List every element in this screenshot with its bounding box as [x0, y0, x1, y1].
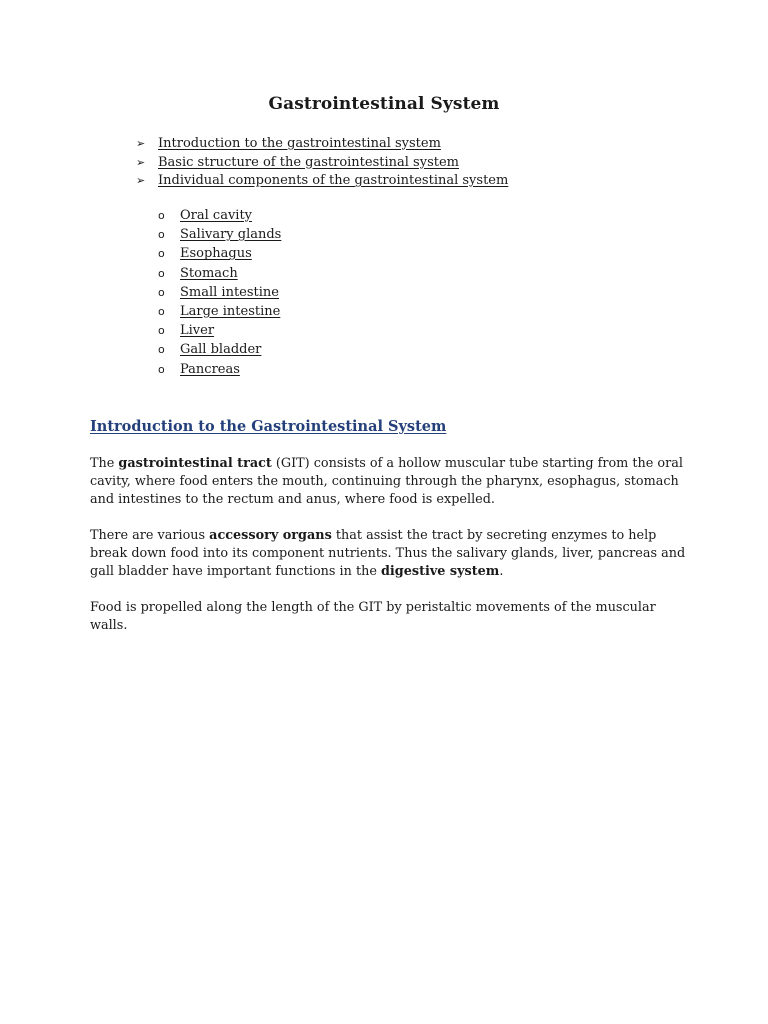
list-item: [158, 360, 281, 379]
list-item: [158, 283, 281, 302]
component-link-large-intestine[interactable]: Large intestine: [180, 303, 281, 319]
bold-term-gastrointestinal-tract: gastrointestinal tract: [118, 456, 272, 471]
bold-term-accessory-organs: accessory organs: [209, 528, 332, 543]
list-item: [158, 302, 281, 321]
text-run: .: [499, 564, 504, 579]
bold-term-digestive-system: digestive system: [380, 564, 500, 579]
circle-bullet-icon: o: [158, 324, 165, 338]
arrow-bullet-icon: ➢: [136, 155, 146, 169]
circle-bullet-icon: o: [158, 362, 165, 376]
section-heading-introduction: Introduction to the Gastrointestinal System: [90, 418, 447, 435]
component-link-liver[interactable]: Liver: [180, 323, 215, 339]
paragraph-git-definition: [90, 455, 690, 509]
list-item: [158, 340, 281, 359]
component-link-salivary-glands[interactable]: Salivary glands: [180, 227, 282, 243]
paragraph-peristalsis: Food is propelled along the length of the GIT by peristaltic movements of the muscular walls.: [90, 600, 656, 633]
arrow-bullet-icon: ➢: [136, 137, 146, 150]
component-link-small-intestine[interactable]: Small intestine: [180, 284, 279, 300]
list-item: [158, 225, 281, 244]
toc-link-individual-components[interactable]: Individual components of the gastrointestinal system: [158, 173, 509, 189]
circle-bullet-icon: o: [158, 209, 165, 222]
components-list: [158, 206, 281, 379]
circle-bullet-icon: o: [158, 228, 165, 242]
page-title: Gastrointestinal System: [268, 94, 500, 114]
paragraph-accessory-organs: [90, 527, 690, 581]
list-item: [158, 321, 281, 340]
toc-item: [136, 154, 508, 173]
arrow-bullet-icon: ➢: [136, 174, 146, 188]
text-run: There are various: [90, 528, 210, 543]
component-link-esophagus[interactable]: Esophagus: [180, 246, 252, 262]
circle-bullet-icon: o: [158, 343, 165, 357]
toc-link-introduction[interactable]: Introduction to the gastrointestinal system: [158, 136, 441, 151]
text-run: The: [90, 456, 119, 471]
component-link-stomach[interactable]: Stomach: [180, 265, 238, 281]
list-item: [158, 244, 281, 263]
toc-link-basic-structure[interactable]: Basic structure of the gastrointestinal system: [158, 154, 459, 170]
circle-bullet-icon: o: [158, 304, 165, 318]
component-link-gall-bladder[interactable]: Gall bladder: [180, 342, 262, 358]
text-run: that assist the tract by secreting enzymes to help break down food into its component nutrients. Thus the salivary glands, liver, pancreas and gall bladder have important functions in the: [90, 528, 686, 579]
list-item: [158, 264, 281, 283]
circle-bullet-icon: o: [158, 266, 165, 280]
toc-item: [136, 172, 508, 191]
circle-bullet-icon: o: [158, 247, 165, 261]
toc-item: [136, 135, 508, 154]
list-item: [158, 206, 281, 225]
component-link-pancreas[interactable]: Pancreas: [180, 361, 240, 377]
circle-bullet-icon: o: [158, 285, 165, 299]
table-of-contents: [136, 135, 508, 191]
text-run: (GIT) consists of a hollow muscular tube starting from the oral cavity, where food enters the mouth, continuing through the pharynx, esophagus, stomach and intestines to the rectum and anus, where food is expelled.: [90, 456, 683, 507]
component-link-oral-cavity[interactable]: Oral cavity: [180, 208, 253, 223]
